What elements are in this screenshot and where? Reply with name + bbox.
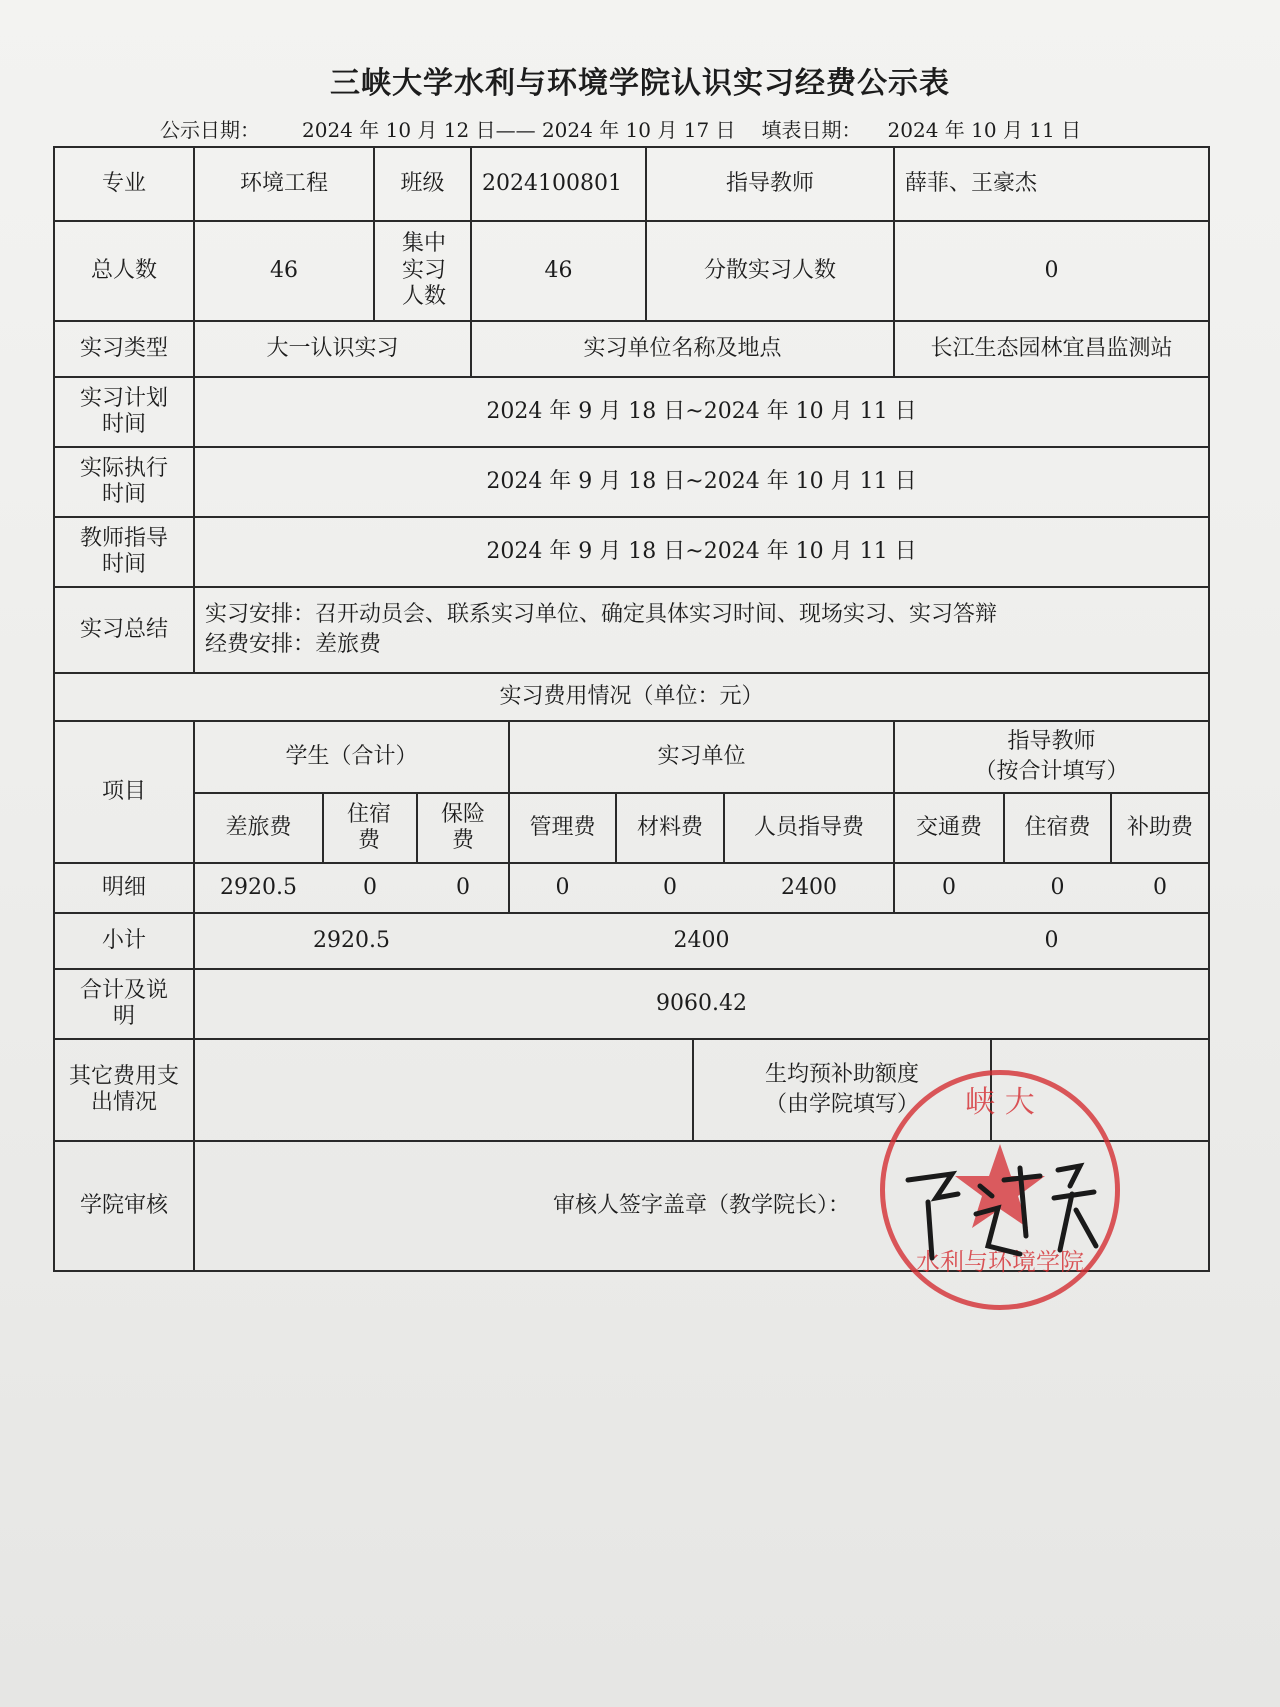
subsidy-value [992, 1040, 1208, 1140]
fee-section-heading: 实习费用情况（单位：元） [499, 684, 764, 710]
other-expense-label: 其它费用支出情况 [68, 1063, 179, 1115]
table-rule [1208, 146, 1210, 1272]
total-count-label: 总人数 [90, 258, 157, 284]
summary-arrangement: 实习安排：召开动员会、联系实习单位、确定具体实习时间、现场实习、实习答辩 [205, 602, 998, 628]
detail-label: 明细 [101, 875, 146, 901]
publish-date-label: 公示日期： [160, 118, 260, 142]
central-count-value: 46 [544, 258, 573, 284]
fee-col-lodging: 住宿费 [346, 801, 391, 853]
detail-travel: 2920.5 [220, 875, 297, 901]
fee-group-teacher [895, 722, 1208, 792]
subsidy-note: （由学院填写） [764, 1092, 919, 1117]
total-count-value: 46 [270, 258, 298, 284]
summary-content [205, 588, 1205, 672]
guide-time-value: 2024 年 9 月 18 日~2024 年 10 月 11 日 [486, 539, 917, 565]
review-text: 审核人签字盖章（教学院长）： [552, 1193, 850, 1219]
detail-lodging: 0 [363, 875, 377, 901]
class-label: 班级 [400, 171, 445, 197]
central-count-label: 集中实习人数 [401, 231, 446, 310]
major-label: 专业 [101, 171, 146, 197]
seal-text-bottom: 水利与环境学院 [916, 1248, 1084, 1276]
summary-label: 实习总结 [79, 617, 168, 643]
seal-text-top: 峡 大 [965, 1085, 1035, 1120]
subtotal-label: 小计 [101, 928, 146, 954]
review-label: 学院审核 [79, 1193, 168, 1219]
subtotal-unit: 2400 [673, 928, 730, 954]
teacher-value: 薛菲、王豪杰 [905, 171, 1038, 197]
fee-col-allowance: 补助费 [1126, 815, 1193, 841]
internship-type-value: 大一认识实习 [266, 336, 399, 362]
publish-date-range: 2024 年 10 月 12 日—— 2024 年 10 月 17 日 [302, 118, 736, 142]
detail-allowance: 0 [1153, 875, 1167, 901]
table-rule [416, 792, 418, 862]
fee-group-student: 学生（合计） [285, 744, 418, 770]
subtotal-teacher: 0 [1044, 928, 1059, 954]
fee-group-unit: 实习单位 [657, 744, 746, 770]
fee-col-materials: 材料费 [636, 815, 703, 841]
actual-time-label: 实际执行时间 [79, 455, 168, 507]
fee-group-teacher-title: 指导教师 [1007, 729, 1096, 755]
plan-time-value: 2024 年 9 月 18 日~2024 年 10 月 11 日 [486, 399, 917, 425]
guide-time-label: 教师指导时间 [79, 525, 168, 577]
actual-time-value: 2024 年 9 月 18 日~2024 年 10 月 11 日 [486, 469, 917, 495]
fee-col-transport: 交通费 [915, 815, 982, 841]
total-label: 合计及说明 [80, 977, 169, 1029]
fill-date-label: 填表日期： [761, 118, 862, 142]
fee-col-teacher-lodging: 住宿费 [1024, 815, 1091, 841]
table-rule [322, 792, 324, 862]
fee-col-guidance: 人员指导费 [753, 815, 864, 841]
fee-col-management: 管理费 [529, 815, 596, 841]
detail-guidance: 2400 [781, 875, 837, 901]
fee-item-label: 项目 [101, 779, 146, 805]
summary-funding: 经费安排：差旅费 [205, 632, 382, 657]
subsidy-title: 生均预补助额度 [764, 1062, 919, 1088]
class-value: 2024100801 [482, 171, 622, 197]
table-rule [53, 1270, 1210, 1272]
internship-unit-value: 长江生态园林宜昌监测站 [930, 336, 1173, 362]
dispersed-count-label: 分散实习人数 [703, 258, 836, 284]
total-value: 9060.42 [656, 991, 747, 1017]
subtotal-student: 2920.5 [313, 928, 390, 954]
dispersed-count-value: 0 [1044, 258, 1059, 284]
detail-teacher-lodging: 0 [1050, 875, 1065, 901]
subsidy-label [694, 1040, 990, 1140]
document-title: 三峡大学水利与环境学院认识实习经费公示表 [330, 66, 950, 101]
internship-unit-label: 实习单位名称及地点 [583, 336, 782, 362]
internship-type-label: 实习类型 [79, 336, 168, 362]
fee-col-insurance: 保险费 [440, 801, 485, 853]
plan-time-label: 实习计划时间 [79, 385, 168, 437]
detail-transport: 0 [942, 875, 956, 901]
fill-date-value: 2024 年 10 月 11 日 [887, 118, 1082, 142]
detail-management: 0 [555, 875, 570, 901]
other-expense-value [195, 1040, 692, 1140]
fee-col-travel: 差旅费 [225, 815, 292, 841]
teacher-label: 指导教师 [725, 171, 814, 197]
major-value: 环境工程 [239, 171, 328, 197]
fee-group-teacher-note: （按合计填写） [974, 759, 1129, 784]
detail-materials: 0 [663, 875, 677, 901]
detail-insurance: 0 [456, 875, 470, 901]
